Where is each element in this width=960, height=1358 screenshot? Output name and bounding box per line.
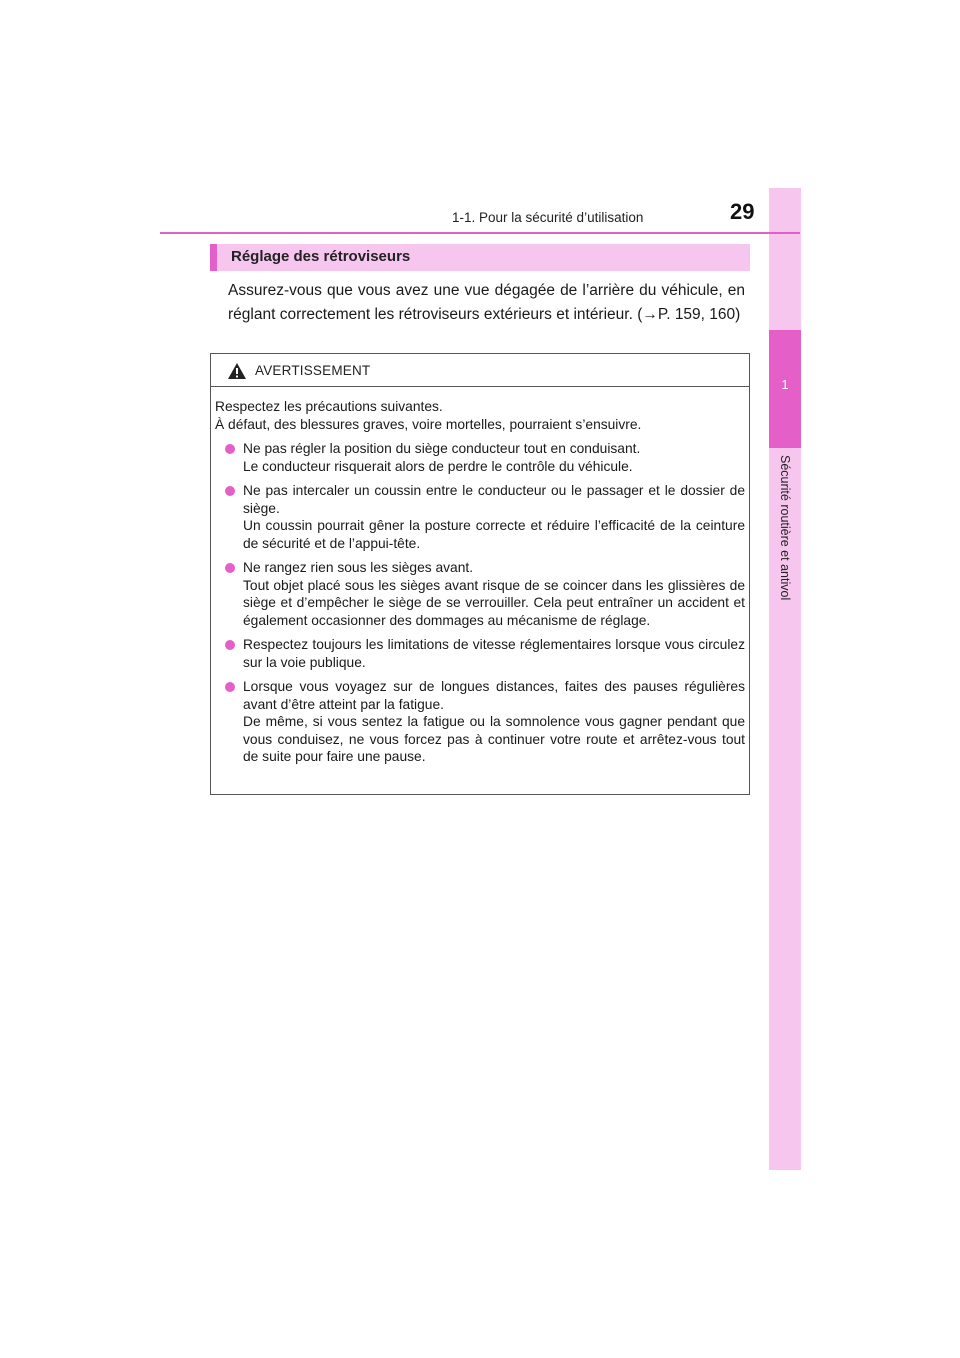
- warning-label: AVERTISSEMENT: [255, 363, 371, 378]
- bullet-text: Ne rangez rien sous les sièges avant.: [243, 560, 474, 575]
- bullet-dot-icon: [225, 682, 235, 692]
- warning-bullet-item: [215, 482, 745, 552]
- bullet-dot-icon: [225, 486, 235, 496]
- warning-box: [210, 353, 750, 795]
- page-number: 29: [730, 199, 755, 224]
- bullet-dot-icon: [225, 563, 235, 573]
- bullet-text: Ne pas intercaler un coussin entre le conducteur ou le passager et le dossier de siège.: [243, 483, 745, 516]
- warning-bullet-item: [215, 678, 745, 766]
- warning-bullet-item: [215, 559, 745, 629]
- bullet-dot-icon: [225, 640, 235, 650]
- warning-bullet-item: [215, 636, 745, 671]
- bullet-dot-icon: [225, 444, 235, 454]
- section-header: [210, 244, 750, 271]
- running-header: 1-1. Pour la sécurité d’utilisation: [452, 210, 644, 225]
- bullet-text: Tout objet placé sous les sièges avant risque de se coincer dans les glissières de siège et d’empêcher le siège de se verrouiller. Cela peut entraîner un accident et également occasionner des dommages au mécanisme de réglage.: [243, 577, 745, 628]
- bullet-text: Respectez toujours les limitations de vitesse réglementaires lorsque vous circulez sur la voie publique.: [243, 637, 745, 670]
- intro-paragraph: Assurez-vous que vous avez une vue dégagée de l’arrière du véhicule, en réglant correctement les rétroviseurs extérieurs et intérieur. (→P. 159, 160): [228, 282, 745, 323]
- bullet-text: Le conducteur risquerait alors de perdre le contrôle du véhicule.: [243, 458, 633, 474]
- bullet-text: Un coussin pourrait gêner la posture correcte et réduire l’efficacité de la ceinture de sécurité et de l’appui-tête.: [243, 518, 745, 551]
- bullet-text: De même, si vous sentez la fatigue ou la somnolence vous gagner pendant que vous conduisez, ne vous forcez pas à continuer votre route et arrêtez-vous tout de suite pour faire une pause.: [243, 714, 745, 764]
- chapter-number: 1: [781, 377, 789, 392]
- warning-lead-line: Respectez les précautions suivantes.: [215, 399, 443, 414]
- warning-triangle-icon: [227, 362, 247, 380]
- warning-header: [211, 354, 749, 387]
- warning-bullet-item: [215, 440, 745, 475]
- bullet-text: Lorsque vous voyagez sur de longues distances, faites des pauses régulières avant d’être atteint par la fatigue.: [243, 679, 745, 712]
- warning-body: [215, 398, 745, 766]
- header-divider: [160, 232, 800, 234]
- section-title: Réglage des rétroviseurs: [231, 248, 411, 265]
- chapter-title: Sécurité routière et antivol: [778, 455, 792, 601]
- warning-lead-line: À défaut, des blessures graves, voire mortelles, pourraient s’ensuivre.: [215, 416, 642, 432]
- bullet-text: Ne pas régler la position du siège conducteur tout en conduisant.: [243, 441, 641, 456]
